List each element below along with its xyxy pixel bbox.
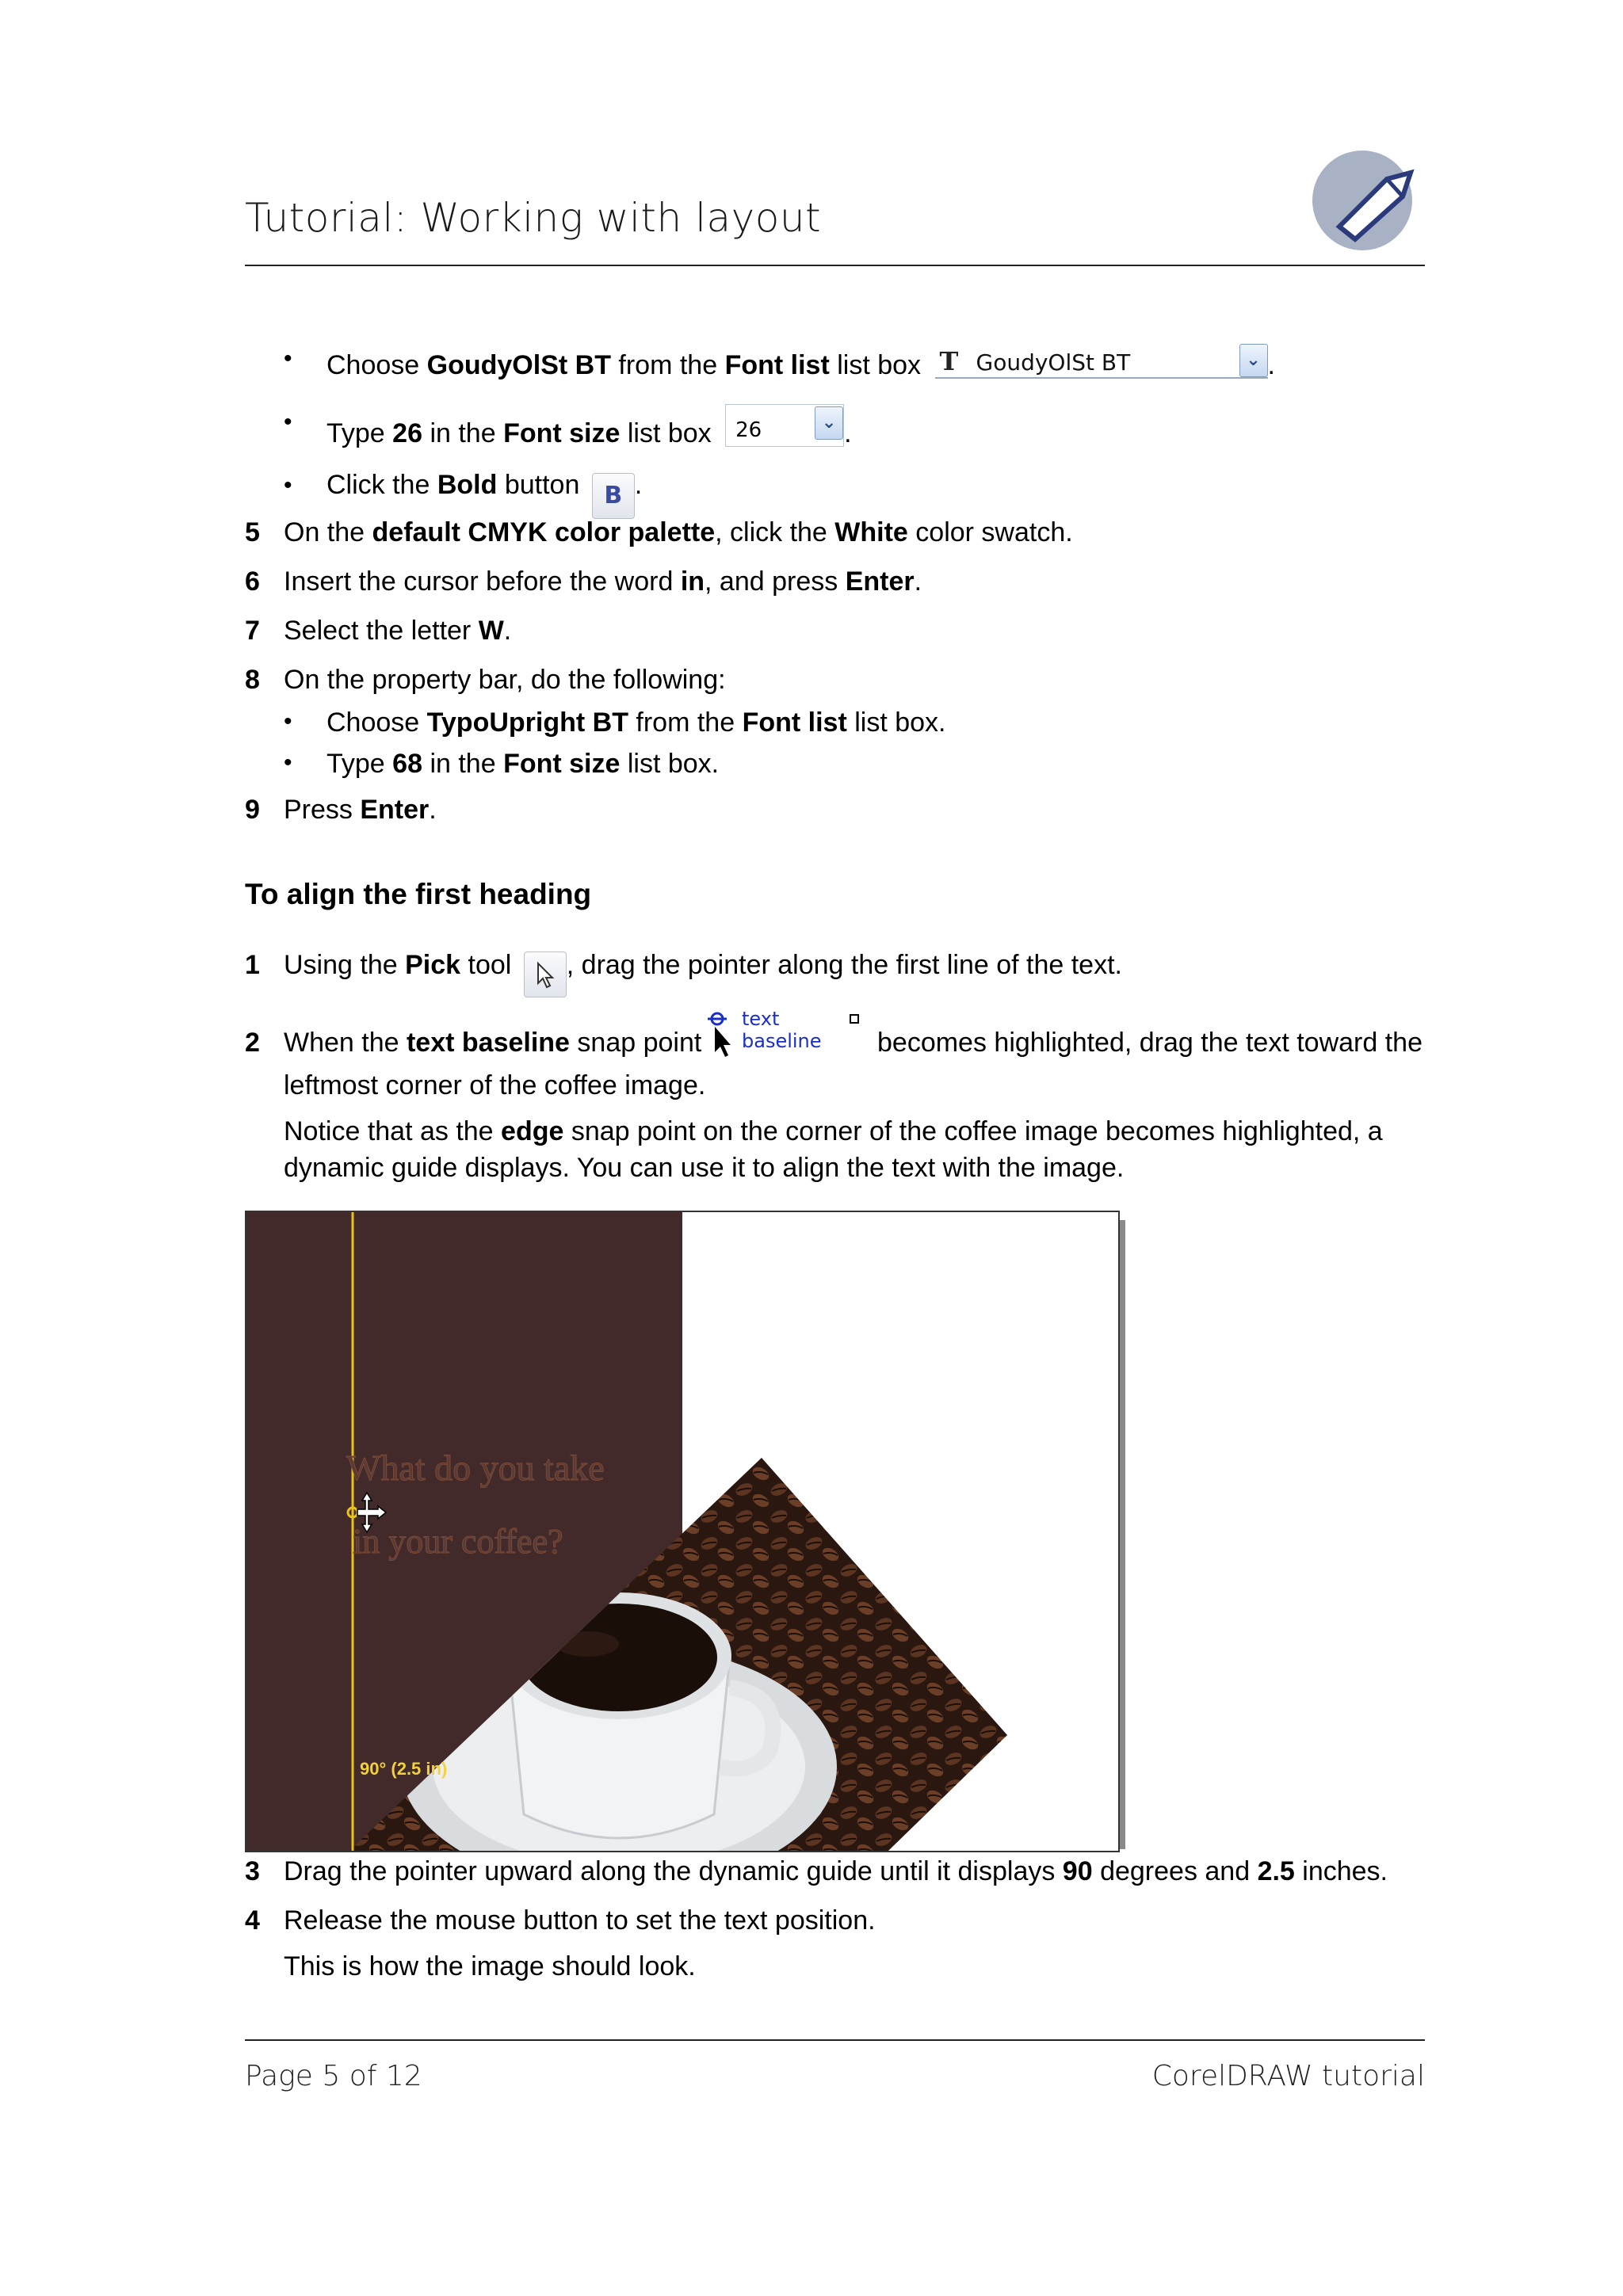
step-number: 5 (245, 517, 260, 547)
step-number: 4 (245, 1905, 260, 1936)
section-heading: To align the first heading (245, 878, 592, 910)
step-number: 2 (245, 1028, 260, 1058)
step-font-choice: Choose GoudyOlSt BT from the Font list list box T GoudyOlSt BT ⌄ . (327, 342, 1275, 383)
step-9-text: Press Enter. (284, 795, 437, 825)
step-8-bullet-size: Type 68 in the Font size list box. (327, 749, 720, 779)
font-list-box[interactable] (935, 342, 1268, 379)
coffee-heading-line-2: in your coffee? (353, 1522, 563, 1561)
guide-readout: 90° (2.5 in) (360, 1759, 448, 1779)
footer-rule (245, 2039, 1425, 2041)
step-number: 6 (245, 566, 260, 597)
header-rule (245, 265, 1425, 266)
page-number: Page 5 of 12 (245, 2060, 422, 2092)
align-step-3-text: Drag the pointer upward along the dynamic guide until it displays 90 degrees and 2.5 inches. (284, 1856, 1388, 1886)
text-baseline-snap-label: text baseline (742, 1008, 822, 1052)
snap-node-icon (850, 1014, 859, 1024)
bullet: • (284, 472, 292, 498)
step-5-text: On the default CMYK color palette, click the White color swatch. (284, 517, 1073, 547)
align-step-2-text-c: leftmost corner of the coffee image. (284, 1070, 706, 1100)
chevron-down-icon[interactable]: ⌄ (815, 406, 843, 440)
page-title: Tutorial: Working with layout (245, 195, 822, 241)
step-7-text: Select the letter W. (284, 616, 512, 646)
truetype-icon: T (939, 346, 959, 376)
pick-tool-button[interactable] (524, 952, 567, 997)
move-cursor-icon (335, 1485, 399, 1540)
note-text-b: dynamic guide displays. You can use it to align the text with the image. (284, 1153, 1125, 1183)
align-step-2-text-a: When the text baseline snap point (284, 1028, 702, 1058)
closing-text: This is how the image should look. (284, 1951, 696, 1981)
arrow-cursor-icon (533, 961, 557, 990)
bullet: • (284, 409, 292, 435)
align-step-1-text: Using the Pick tool , drag the pointer along the first line of the text. (284, 948, 1122, 997)
align-step-4-text: Release the mouse button to set the text position. (284, 1905, 876, 1936)
bullet: • (284, 708, 292, 734)
step-6-text: Insert the cursor before the word in, and press Enter. (284, 566, 922, 597)
align-step-2-text-b: becomes highlighted, drag the text toward the (877, 1028, 1423, 1058)
pen-on-paper-icon (1309, 147, 1415, 250)
text-baseline-snap-indicator (704, 1006, 862, 1070)
step-number: 9 (245, 795, 260, 825)
step-number: 7 (245, 616, 260, 646)
font-size-value: 26 (735, 418, 762, 442)
coffee-layout-figure (245, 1211, 1120, 1852)
step-size-choice: Type 26 in the Font size list box 26 ⌄ . (327, 404, 852, 451)
document-title: CorelDRAW tutorial (1151, 2060, 1425, 2092)
step-number: 3 (245, 1856, 260, 1886)
bullet: • (284, 345, 292, 372)
coffee-heading-line-1: What do you take (346, 1447, 605, 1488)
chevron-down-icon[interactable]: ⌄ (1239, 344, 1268, 377)
step-number: 1 (245, 950, 260, 980)
step-8-text: On the property bar, do the following: (284, 665, 726, 695)
note-text-a: Notice that as the edge snap point on the corner of the coffee image becomes highlighted, a (284, 1116, 1383, 1146)
step-8-bullet-font: Choose TypoUpright BT from the Font list list box. (327, 707, 946, 738)
step-bold-choice: Click the Bold button B . (327, 467, 642, 519)
bullet: • (284, 749, 292, 776)
font-list-value: GoudyOlSt BT (976, 349, 1131, 376)
font-size-box[interactable] (725, 404, 844, 447)
snap-cursor-icon (704, 1006, 735, 1070)
step-number: 8 (245, 665, 260, 695)
bold-button[interactable]: B (592, 473, 635, 519)
